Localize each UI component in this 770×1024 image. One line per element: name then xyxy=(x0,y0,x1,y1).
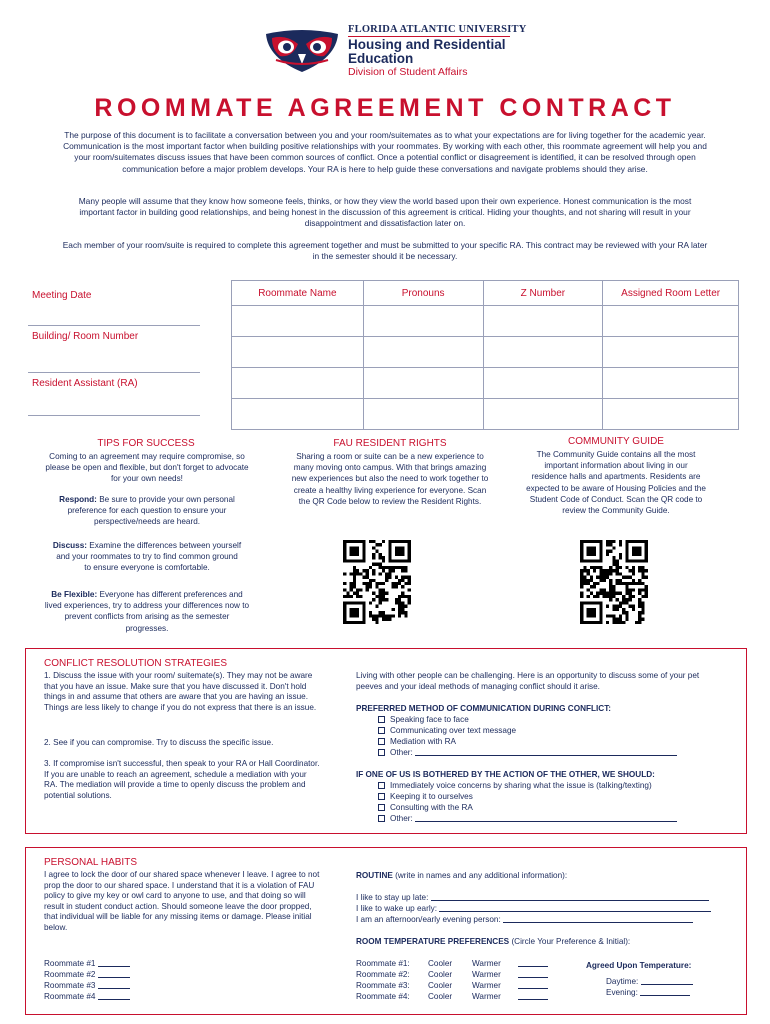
temp-initial-field[interactable] xyxy=(518,981,548,989)
qr-code-icon[interactable] xyxy=(580,540,648,624)
header-roommate-name: Roommate Name xyxy=(232,281,364,306)
table-cell[interactable] xyxy=(483,306,603,337)
meeting-date-label: Meeting Date xyxy=(32,290,92,301)
intro-paragraph-2: Many people will assume that they know how someone feels, thinks, or how they view the world based upon their own experience. Honest communication is the most important factor in building good relationships, and being honest in the discussion of this agreement is critical. Hiding your thoughts, and not sharing will result in your disappointment and dissatisfaction later on. xyxy=(78,196,692,229)
routine-label: I like to wake up early: xyxy=(356,904,438,913)
checkbox[interactable] xyxy=(378,716,385,723)
other-field[interactable] xyxy=(415,748,677,756)
temp-roommate-label: Roommate #4: xyxy=(356,992,410,1001)
table-cell[interactable] xyxy=(603,368,739,399)
cooler-option[interactable]: Cooler xyxy=(428,992,453,1001)
tip-label: Be Flexible: xyxy=(51,590,98,599)
owl-logo-icon xyxy=(262,28,342,74)
tip-label: Respond: xyxy=(59,495,97,504)
roommate-label: Roommate #1 xyxy=(44,959,96,968)
table-row xyxy=(232,337,739,368)
rights-text: Sharing a room or suite can be a new experience to many moving onto campus. With that brings amazing new experiences but also the need to work together to create a healthy living experience for everyone. Scan the QR Code below to review the Resident Rights. xyxy=(291,452,489,506)
temp-initial-field[interactable] xyxy=(518,992,548,1000)
option-label: Consulting with the RA xyxy=(390,803,473,812)
temp-row[interactable] xyxy=(356,981,556,992)
checkbox[interactable] xyxy=(378,749,385,756)
evening-label: Evening: xyxy=(606,988,638,997)
table-cell[interactable] xyxy=(483,368,603,399)
option-label: Speaking face to face xyxy=(390,715,469,724)
daytime-field[interactable] xyxy=(641,977,693,985)
comm-option-mediation[interactable] xyxy=(378,737,456,748)
daytime-field-row[interactable] xyxy=(606,977,693,988)
bother-option-other[interactable] xyxy=(378,814,677,825)
page-title: ROOMMATE AGREEMENT CONTRACT xyxy=(94,94,676,122)
building-room-label: Building/ Room Number xyxy=(32,331,139,342)
option-label: Keeping it to ourselves xyxy=(390,792,473,801)
strategy-3: 3. If compromise isn't successful, then speak to your RA or Hall Coordinator. If you are unable to reach an agreement, schedule a mediation with your RA. The mediation will provide a time to openly discuss the problem and potential solutions. xyxy=(44,759,320,800)
temp-initial-field[interactable] xyxy=(518,959,548,967)
routine-field[interactable] xyxy=(439,904,711,912)
resident-assistant-label: Resident Assistant (RA) xyxy=(32,378,138,389)
option-label: Mediation with RA xyxy=(390,737,456,746)
cooler-option[interactable]: Cooler xyxy=(428,970,453,979)
checkbox[interactable] xyxy=(378,804,385,811)
habits-title: PERSONAL HABITS xyxy=(44,857,137,868)
roommate-label: Roommate #4 xyxy=(44,992,96,1001)
community-text: The Community Guide contains all the most important information about living in our residence halls and apartments. Residents are expected to be aware of Housing Policies and the Student Code of Conduct. Scan the QR code to review the Community Guide. xyxy=(526,450,706,516)
bothered-heading: IF ONE OF US IS BOTHERED BY THE ACTION OF THE OTHER, WE SHOULD: xyxy=(356,770,655,779)
temp-row[interactable] xyxy=(356,970,556,981)
evening-field-row[interactable] xyxy=(606,988,690,999)
tip-text: Examine the differences between yourself and your roommates to try to find common ground to ensure everyone is comfortable. xyxy=(56,541,242,573)
routine-field[interactable] xyxy=(503,915,693,923)
routine-field[interactable] xyxy=(431,893,709,901)
table-cell[interactable] xyxy=(363,399,483,430)
table-cell[interactable] xyxy=(363,306,483,337)
warmer-option[interactable]: Warmer xyxy=(472,981,501,990)
temp-roommate-label: Roommate #2: xyxy=(356,970,410,979)
option-label: Communicating over text message xyxy=(390,726,517,735)
conflict-intro: Living with other people can be challenging. Here is an opportunity to discuss some of your pet peeves and your ideal methods of managing conflict should it arise. xyxy=(356,671,700,691)
bother-option-voice[interactable] xyxy=(378,781,652,792)
table-cell[interactable] xyxy=(483,399,603,430)
bother-option-ra[interactable] xyxy=(378,803,473,814)
cooler-option[interactable]: Cooler xyxy=(428,981,453,990)
temp-roommate-label: Roommate #1: xyxy=(356,959,410,968)
conflict-title: CONFLICT RESOLUTION STRATEGIES xyxy=(44,658,227,669)
table-row xyxy=(232,399,739,430)
table-cell[interactable] xyxy=(232,337,364,368)
initial-row[interactable] xyxy=(44,970,130,979)
temp-roommate-label: Roommate #3: xyxy=(356,981,410,990)
routine-heading xyxy=(356,871,567,882)
warmer-option[interactable]: Warmer xyxy=(472,970,501,979)
table-cell[interactable] xyxy=(603,306,739,337)
checkbox[interactable] xyxy=(378,793,385,800)
habits-text: I agree to lock the door of our shared space whenever I leave. I agree to not prop the door to our shared space. I understand that it is a violation of FAU policy to give my key or owl card to anyone to use, and that doing so will result in student conduct action. Should someone leave the door propped, that individual will be liable for any missing items or damage. Please initial below. xyxy=(44,870,320,932)
table-cell[interactable] xyxy=(603,399,739,430)
roommate-label: Roommate #3 xyxy=(44,981,96,990)
department-name: Housing and Residential Education xyxy=(348,37,506,66)
option-label: Other: xyxy=(390,814,413,823)
header-pronouns: Pronouns xyxy=(363,281,483,306)
tip-discuss xyxy=(52,540,242,574)
resident-assistant-field[interactable] xyxy=(28,415,200,416)
division-name: Division of Student Affairs xyxy=(348,66,468,78)
routine-label: I am an afternoon/early evening person: xyxy=(356,915,501,924)
routine-head: ROUTINE xyxy=(356,871,393,880)
initial-field[interactable] xyxy=(98,981,130,989)
routine-item[interactable] xyxy=(356,893,709,904)
rights-title: FAU RESIDENT RIGHTS xyxy=(333,438,447,449)
initial-row[interactable] xyxy=(44,992,130,1001)
initial-row[interactable] xyxy=(44,959,130,968)
header-assigned-room-letter: Assigned Room Letter xyxy=(603,281,739,306)
university-name: FLORIDA ATLANTIC UNIVERSITY xyxy=(348,24,527,35)
checkbox[interactable] xyxy=(378,727,385,734)
communication-heading: PREFERRED METHOD OF COMMUNICATION DURING CONFLICT: xyxy=(356,704,612,713)
intro-paragraph-3: Each member of your room/suite is required to complete this agreement together and must be submitted to your specific RA. This contract may be reviewed with your RA later in the semester should it be necessary. xyxy=(62,240,708,262)
initial-field[interactable] xyxy=(98,970,130,978)
table-cell[interactable] xyxy=(232,368,364,399)
tip-respond xyxy=(42,494,252,528)
daytime-label: Daytime: xyxy=(606,977,639,986)
evening-field[interactable] xyxy=(640,988,690,996)
community-title: COMMUNITY GUIDE xyxy=(568,436,664,447)
roommate-label: Roommate #2 xyxy=(44,970,96,979)
header-z-number: Z Number xyxy=(483,281,603,306)
temp-initial-field[interactable] xyxy=(518,970,548,978)
cooler-option[interactable]: Cooler xyxy=(428,959,453,968)
checkbox[interactable] xyxy=(378,738,385,745)
tip-be-flexible xyxy=(44,589,250,634)
warmer-option[interactable]: Warmer xyxy=(472,992,501,1001)
comm-option-face[interactable] xyxy=(378,715,469,726)
table-cell[interactable] xyxy=(232,399,364,430)
temp-note: (Circle Your Preference & Initial): xyxy=(511,937,631,946)
other-field[interactable] xyxy=(415,814,677,822)
meeting-date-field[interactable] xyxy=(28,325,200,326)
intro-paragraph-1: The purpose of this document is to facilitate a conversation between you and your room/suitemates as to what your expectations are for living together for the academic year. Communication is the most important factor when building positive relationships with your roommates. By working with each other, this roommate agreement will help you and your room/suitemates discuss issues that have been common sources of conflict. Once a potential conflict or disagreement is identified, it can be resolved through open communication before a major problem develops. Your RA is here to help guide these conversations and navigate problems should they arise. xyxy=(63,130,707,174)
initial-field[interactable] xyxy=(98,992,130,1000)
building-room-field[interactable] xyxy=(28,372,200,373)
table-cell[interactable] xyxy=(363,337,483,368)
comm-option-text[interactable] xyxy=(378,726,516,737)
table-cell[interactable] xyxy=(483,337,603,368)
agreed-temperature-heading: Agreed Upon Temperature: xyxy=(586,961,692,970)
temp-head: ROOM TEMPERATURE PREFERENCES xyxy=(356,937,510,946)
option-label: Immediately voice concerns by sharing what the issue is (talking/texting) xyxy=(390,781,652,790)
tip-text: Be sure to provide your own personal preference for each question to ensure your perspective/needs are heard. xyxy=(67,495,235,527)
routine-item[interactable] xyxy=(356,904,711,915)
tips-title: TIPS FOR SUCCESS xyxy=(97,438,195,449)
table-row xyxy=(232,368,739,399)
tip-text: Everyone has different preferences and lived experiences, try to address your differences now to prevent conflicts from arising as the semester progresses. xyxy=(44,590,250,633)
routine-note: (write in names and any additional information): xyxy=(395,871,568,880)
table-cell[interactable] xyxy=(232,306,364,337)
strategy-2: 2. See if you can compromise. Try to discuss the specific issue. xyxy=(44,738,274,747)
initial-field[interactable] xyxy=(98,959,130,967)
routine-label: I like to stay up late: xyxy=(356,893,429,902)
checkbox[interactable] xyxy=(378,815,385,822)
routine-item[interactable] xyxy=(356,915,693,926)
bother-option-keep[interactable] xyxy=(378,792,473,803)
checkbox[interactable] xyxy=(378,782,385,789)
temp-row[interactable] xyxy=(356,992,556,1003)
temperature-heading xyxy=(356,937,630,948)
warmer-option[interactable]: Warmer xyxy=(472,959,501,968)
initial-row[interactable] xyxy=(44,981,130,990)
strategy-1: 1. Discuss the issue with your room/ suitemate(s). They may not be aware that you have an issue. Make sure that you have discussed it. Don't hold things in and assume that others are aware that you are having an issue. Things are less likely to change if you do not express that there is an issue. xyxy=(44,671,317,712)
tips-intro: Coming to an agreement may require compromise, so please be open and flexible, but don't forget to advocate for your own needs! xyxy=(45,452,249,484)
temp-row[interactable] xyxy=(356,959,556,970)
comm-option-other[interactable] xyxy=(378,748,677,759)
table-cell[interactable] xyxy=(603,337,739,368)
tip-label: Discuss: xyxy=(52,541,87,550)
option-label: Other: xyxy=(390,748,413,757)
table-cell[interactable] xyxy=(363,368,483,399)
roommate-table xyxy=(231,280,739,430)
table-row xyxy=(232,306,739,337)
qr-code-icon[interactable] xyxy=(343,540,411,624)
